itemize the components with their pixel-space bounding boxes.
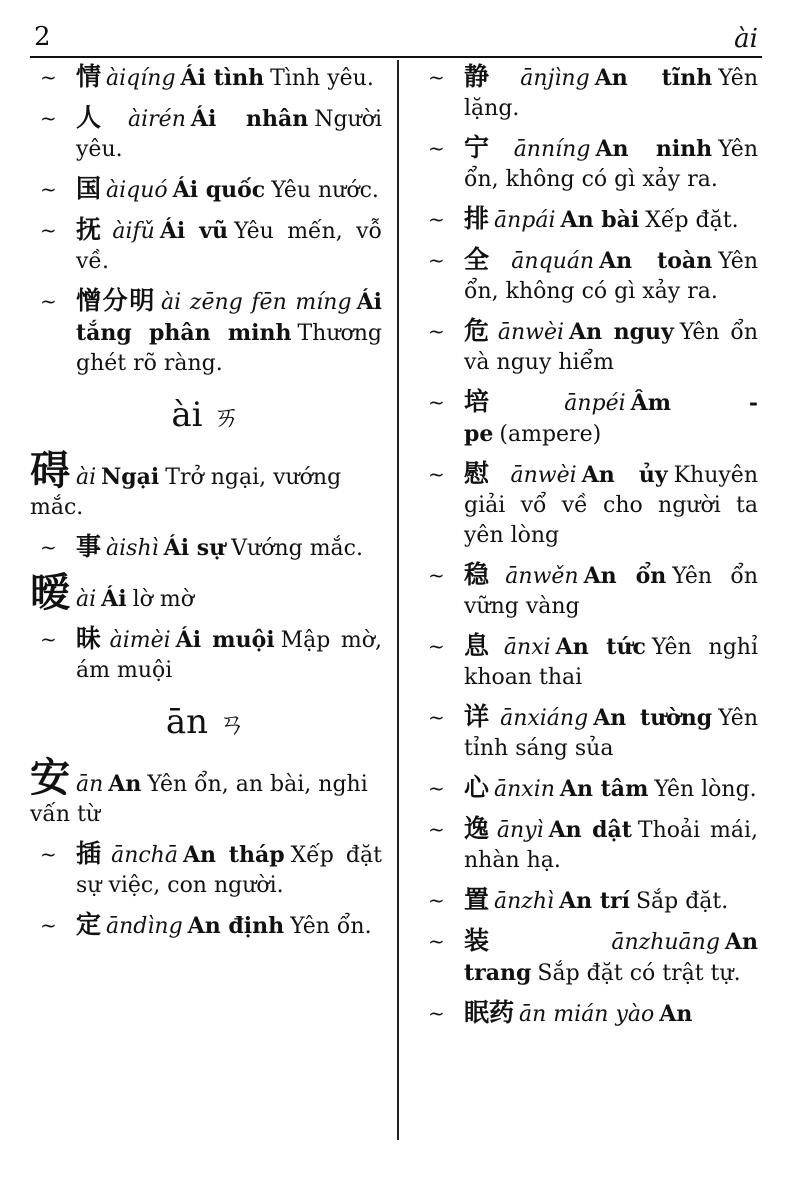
entry-hanviet: An ninh	[595, 136, 713, 162]
left-column	[30, 62, 382, 951]
entry-tilde: ~	[428, 634, 445, 658]
entry-definition: Yên lòng.	[654, 777, 757, 802]
entry-pinyin: ānpéi	[564, 391, 626, 416]
entry-definition: Yên ổn, không có gì xảy ra.	[464, 249, 758, 304]
entry-pinyin: àifǔ	[112, 219, 155, 244]
entry-tilde: ~	[40, 842, 57, 866]
entry-pinyin: àiqíng	[106, 66, 176, 91]
right-column	[418, 62, 758, 1039]
entry-tilde: ~	[40, 177, 57, 201]
entry-hanzi: 稳	[464, 560, 501, 589]
entries-group-an	[30, 839, 382, 942]
entry-hanviet: An trang	[464, 929, 758, 986]
entry-pinyin: àiquó	[106, 178, 168, 203]
column-divider	[397, 60, 399, 1140]
entry-pinyin: ānwèi	[510, 463, 577, 488]
entry	[418, 204, 758, 236]
entry-hanzi: 危	[464, 316, 493, 345]
entry-tilde: ~	[428, 390, 445, 414]
entry	[30, 839, 382, 901]
entry-hanviet: Ái quốc	[172, 177, 266, 203]
entry-pinyin: àishì	[106, 536, 159, 561]
entry-definition: Tình yêu.	[270, 66, 374, 91]
entry-hanzi: 排	[464, 204, 490, 233]
entry-hanzi: 培	[464, 387, 560, 416]
main-entry-ngai	[30, 448, 382, 523]
entry-hanviet: Ái sự	[163, 535, 226, 561]
entry-definition: Mập mờ, ám muội	[76, 628, 382, 683]
entry-definition: Vướng mắc.	[231, 536, 363, 561]
entry-hanviet: An định	[187, 913, 285, 939]
entry-tilde: ~	[428, 462, 445, 486]
section-syllable: ān	[165, 702, 209, 742]
entry	[418, 885, 758, 917]
entry-tilde: ~	[428, 817, 445, 841]
entry-hanviet: Ái tình	[180, 65, 265, 91]
entry-hanzi: 置	[464, 885, 490, 914]
entry-hanzi: 装	[464, 926, 607, 955]
entry-hanviet: An	[659, 1001, 693, 1027]
entry-hanviet: An tường	[593, 705, 713, 731]
entry-hanzi: 心	[464, 773, 490, 802]
entry-hanzi: 事	[76, 532, 102, 561]
entry-hanviet: Ái	[101, 586, 127, 612]
entry-hanviet: Ngại	[101, 464, 160, 490]
entry-pinyin: ài	[76, 587, 97, 612]
entry-pinyin: ānxiáng	[500, 706, 589, 731]
entry	[30, 62, 382, 94]
entry-pinyin: ānzhuāng	[611, 930, 720, 955]
entry-pinyin: ānxin	[494, 777, 555, 802]
entry-definition: Yêu nước.	[271, 178, 379, 203]
entry-definition: Yên tỉnh sáng sủa	[464, 706, 758, 761]
entry	[30, 215, 382, 277]
entry-hanzi: 逸	[464, 814, 492, 843]
entry	[418, 926, 758, 989]
entry-hanviet: An tháp	[182, 842, 285, 868]
entries-group-ai	[30, 62, 382, 379]
entries-group-ai2	[30, 624, 382, 686]
entry-pinyin: ānníng	[513, 137, 591, 162]
entry-pinyin: ānxi	[503, 635, 551, 660]
section-heading-an	[30, 700, 382, 746]
entry	[418, 459, 758, 551]
headword-hanzi: 碍	[30, 448, 70, 494]
entry-hanzi: 插	[76, 839, 107, 868]
main-entry-ai2	[30, 570, 382, 616]
entry-pinyin: ānjìng	[520, 66, 590, 91]
entry	[30, 532, 382, 564]
entry-hanviet: Ái tắng phân minh	[76, 289, 382, 346]
entry-hanzi: 详	[464, 702, 496, 731]
entry	[418, 316, 758, 378]
entry-definition: Yên ổn vững vàng	[464, 564, 758, 619]
entry	[30, 910, 382, 942]
entry-definition: Trở ngại, vướng mắc.	[30, 465, 342, 520]
entry-pinyin: ài zēng fēn míng	[161, 290, 352, 315]
entry-pinyin: ānyì	[496, 818, 544, 843]
entry-hanviet: An dật	[548, 817, 632, 843]
entry-pinyin: ān mián yào	[519, 1002, 655, 1027]
entry-pinyin: ān	[76, 772, 104, 797]
entry-tilde: ~	[40, 627, 57, 651]
entry-tilde: ~	[428, 705, 445, 729]
entry-definition: Yên lặng.	[464, 66, 758, 121]
entry-hanzi: 憎分明	[76, 286, 157, 315]
entry-hanviet: An nguy	[569, 319, 674, 345]
entry-pinyin: ānchā	[111, 843, 178, 868]
entry-definition: Yên ổn, không có gì xảy ra.	[464, 137, 758, 192]
entry-hanviet: Ái muội	[175, 627, 275, 653]
entry	[30, 624, 382, 686]
entry	[418, 387, 758, 450]
entry-definition: Xếp đặt sự việc, con người.	[76, 843, 382, 898]
entry-hanzi: 宁	[464, 133, 509, 162]
entry-definition: Yên ổn và nguy hiểm	[464, 320, 758, 375]
entry-definition: Khuyên giải vổ về cho người ta yên lòng	[464, 463, 758, 548]
section-zhuyin: ㄞ	[212, 400, 241, 433]
entry-definition: Thương ghét rõ ràng.	[76, 321, 382, 376]
entry-definition: lờ mờ	[132, 587, 194, 612]
entry-hanviet: An trí	[559, 888, 630, 914]
entry-tilde: ~	[40, 289, 57, 313]
entry-tilde: ~	[428, 1001, 445, 1025]
entry	[30, 103, 382, 165]
entry-definition: (ampere)	[499, 422, 602, 447]
entry-tilde: ~	[40, 535, 57, 559]
entry-hanviet: An tĩnh	[594, 65, 713, 91]
entry-definition: Yêu mến, vỗ về.	[76, 219, 382, 274]
entry-hanviet: An	[108, 771, 142, 797]
entry-pinyin: ānpái	[494, 208, 556, 233]
entry-definition: Yên nghỉ khoan thai	[464, 635, 758, 690]
entry	[418, 245, 758, 307]
entry-hanviet: An bài	[560, 207, 640, 233]
entry	[418, 998, 758, 1030]
entry-hanzi: 昧	[76, 624, 105, 653]
entry-definition: Yên ổn, an bài, nghi vấn từ	[30, 772, 368, 827]
entry	[418, 631, 758, 693]
entry-hanviet: Ái vũ	[159, 218, 229, 244]
entry-tilde: ~	[40, 65, 57, 89]
headword-hanzi: 安	[30, 755, 70, 801]
headword-hanzi: 暧	[30, 570, 70, 616]
entry-hanzi: 静	[464, 62, 516, 91]
entry-tilde: ~	[40, 106, 57, 130]
entry-tilde: ~	[428, 888, 445, 912]
entry	[418, 773, 758, 805]
entry-tilde: ~	[428, 207, 445, 231]
entries-group-ngai	[30, 532, 382, 564]
entry-hanviet: An ủy	[581, 462, 668, 488]
entry-hanzi: 定	[76, 910, 102, 939]
header-rule	[30, 56, 762, 58]
entry-tilde: ~	[428, 248, 445, 272]
entry	[418, 702, 758, 764]
entry-tilde: ~	[428, 65, 445, 89]
entry-tilde: ~	[428, 563, 445, 587]
main-entry-an	[30, 755, 382, 830]
entry-definition: Sắp đặt.	[635, 889, 729, 914]
section-heading-ai	[30, 393, 382, 439]
entry-definition: Sắp đặt có trật tự.	[537, 961, 741, 986]
entry-definition: Xếp đặt.	[645, 208, 739, 233]
entry-tilde: ~	[40, 218, 57, 242]
entry-hanzi: 人	[76, 103, 124, 132]
entry-pinyin: ānwěn	[505, 564, 579, 589]
entry-pinyin: āndìng	[106, 914, 183, 939]
entry	[418, 133, 758, 195]
entry-hanzi: 慰	[464, 459, 506, 488]
entry-pinyin: àimèi	[109, 628, 171, 653]
entries-group-right	[418, 62, 758, 1030]
entry-hanzi: 国	[76, 174, 102, 203]
entry-hanviet: Âm - pe	[464, 390, 758, 447]
entry-definition: Thoải mái, nhàn hạ.	[464, 818, 758, 873]
entry-hanzi: 情	[76, 62, 102, 91]
entry-hanzi: 息	[464, 631, 499, 660]
entry-pinyin: ānquán	[511, 249, 595, 274]
entry-hanzi: 眠药	[464, 998, 515, 1027]
entry-tilde: ~	[428, 136, 445, 160]
entry-pinyin: ānzhì	[494, 889, 555, 914]
page-number: 2	[34, 22, 51, 52]
entry-hanviet: An tức	[555, 634, 646, 660]
entry-hanzi: 全	[464, 245, 507, 274]
entry-pinyin: ānwèi	[497, 320, 565, 345]
entry-definition: Yên ổn.	[290, 914, 372, 939]
guide-word: ài	[734, 24, 758, 54]
entry-hanviet: Ái nhân	[190, 106, 309, 132]
entry-hanzi: 抚	[76, 215, 108, 244]
entry-tilde: ~	[428, 776, 445, 800]
entry-pinyin: àirén	[128, 107, 186, 132]
entry	[418, 62, 758, 124]
entry-tilde: ~	[428, 929, 445, 953]
entry-tilde: ~	[428, 319, 445, 343]
entry-pinyin: ài	[76, 465, 97, 490]
entry-definition: Người yêu.	[76, 107, 382, 162]
entry-tilde: ~	[40, 913, 57, 937]
entry-hanviet: An tâm	[559, 776, 649, 802]
entry	[418, 560, 758, 622]
section-zhuyin: ㄢ	[218, 707, 247, 740]
entry	[418, 814, 758, 876]
entry	[30, 286, 382, 379]
section-syllable: ài	[171, 395, 203, 435]
entry-hanviet: An ổn	[583, 563, 667, 589]
entry-hanviet: An toàn	[599, 248, 713, 274]
entry	[30, 174, 382, 206]
